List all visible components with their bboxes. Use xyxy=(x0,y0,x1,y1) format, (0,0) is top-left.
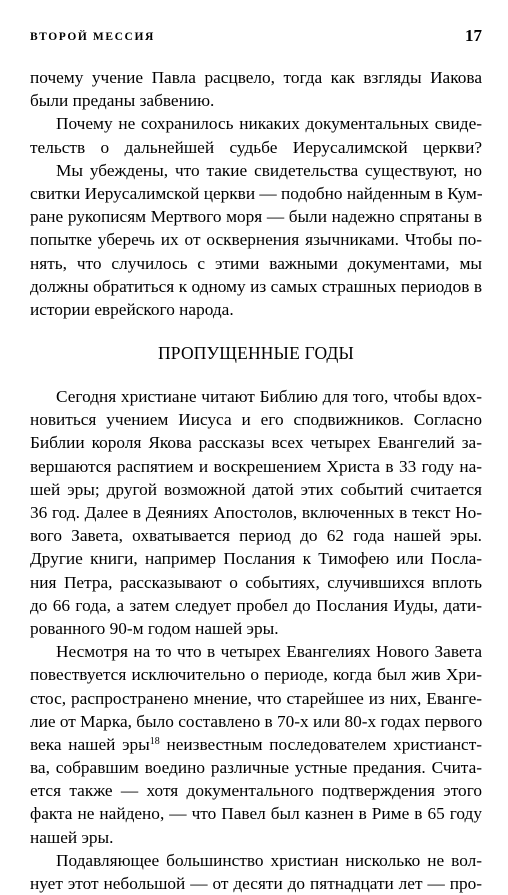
text-fragment: века нашей эры xyxy=(30,734,150,754)
text-line: шей эры; другой возможной датой этих событий считается xyxy=(30,479,482,499)
text-line: Сегодня христиане читают Библию для того, чтобы вдох- xyxy=(56,387,482,407)
footnote-reference: 18 xyxy=(149,735,160,747)
text-line: нашей эры. xyxy=(30,827,114,847)
text-line: тельств о дальнейшей судьбе Иерусалимской церкви? xyxy=(30,137,482,157)
text-line: были преданы забвению. xyxy=(30,91,215,111)
text-fragment: неизвестным последователем христианст- xyxy=(159,734,482,754)
text-line: Библии короля Якова рассказы всех четырех Евангелий за- xyxy=(30,433,482,453)
text-line: нять, что случилось с этими важными документами, мы xyxy=(30,253,482,273)
text-line-with-footnote xyxy=(30,733,482,756)
paragraph-5 xyxy=(30,640,482,849)
text-line: стос, распространено мнение, что старейшее из них, Еванге- xyxy=(30,688,482,708)
text-line: ране рукописям Мертвого моря — были надежно спрятаны в xyxy=(30,207,482,227)
text-line: лие от Марка, было составлено в 70-х или 80-х годах первого xyxy=(30,711,483,731)
text-line: 36 год. Далее в Деяниях Апостолов, включенных в текст Но- xyxy=(30,503,482,522)
text-line: Мы убеждены, что такие свидетельства существуют, но xyxy=(56,160,482,180)
text-line: Почему не сохранилось никаких документальных свиде- xyxy=(56,114,482,134)
page-header xyxy=(30,28,482,48)
text-line: должны обратиться к одному из самых страшных периодов в xyxy=(30,276,482,296)
text-line: ва, собравшим воедино различные устные предания. Счита- xyxy=(30,758,482,778)
text-line: новиться учением Иисуса и его сподвижников. Согласно xyxy=(30,410,482,430)
paragraph-4 xyxy=(30,385,482,640)
paragraph-2 xyxy=(30,112,482,158)
paragraph-3 xyxy=(30,159,482,321)
paragraph-1 xyxy=(30,66,482,112)
text-line: вершаются распятием и воскрешением Христа в 33 году на- xyxy=(30,456,482,476)
text-line: до 66 года, а затем следует пробел до Послания Иуды, дати- xyxy=(30,595,482,615)
running-head: ВТОРОЙ МЕССИЯ xyxy=(30,31,155,43)
text-line: попытке уберечь их от осквернения язычниками. Чтобы по- xyxy=(30,230,482,250)
text-line: факта не найдено, — что Павел был казнен в Риме в 65 году xyxy=(30,804,482,824)
text-line: почему учение Павла расцвело, тогда как взгляды Иакова xyxy=(30,68,482,87)
section-heading: ПРОПУЩЕННЫЕ ГОДЫ xyxy=(157,343,355,364)
text-line: нует этот небольшой — от десяти до пятнадцати лет — про- xyxy=(30,874,482,893)
text-line: повествуется исключительно о периоде, когда был жив Хри- xyxy=(30,665,482,685)
text-line: рованного 90-м годом нашей эры. xyxy=(30,618,279,638)
text-line: свитки Иерусалимской церкви — подобно найденным в Кум- xyxy=(30,183,483,203)
page-number: 17 xyxy=(465,26,482,45)
text-line: ется также — хотя документального подтверждения этого xyxy=(30,781,482,801)
text-line: Несмотря на то что в четырех Евангелиях Нового Завета xyxy=(56,642,482,662)
body-text xyxy=(30,66,482,895)
text-line: истории еврейского народа. xyxy=(30,299,234,319)
text-line: Подавляющее большинство христиан нисколько не вол- xyxy=(56,850,482,870)
book-page xyxy=(30,0,483,893)
text-line: вого Завета, охватывается период до 62 года нашей эры. xyxy=(30,526,482,546)
text-line: ния Петра, рассказывают о событиях, случившихся вплоть xyxy=(30,572,482,592)
text-line: Другие книги, например Послания к Тимофею или Посла- xyxy=(30,549,482,569)
paragraph-6 xyxy=(30,849,482,895)
